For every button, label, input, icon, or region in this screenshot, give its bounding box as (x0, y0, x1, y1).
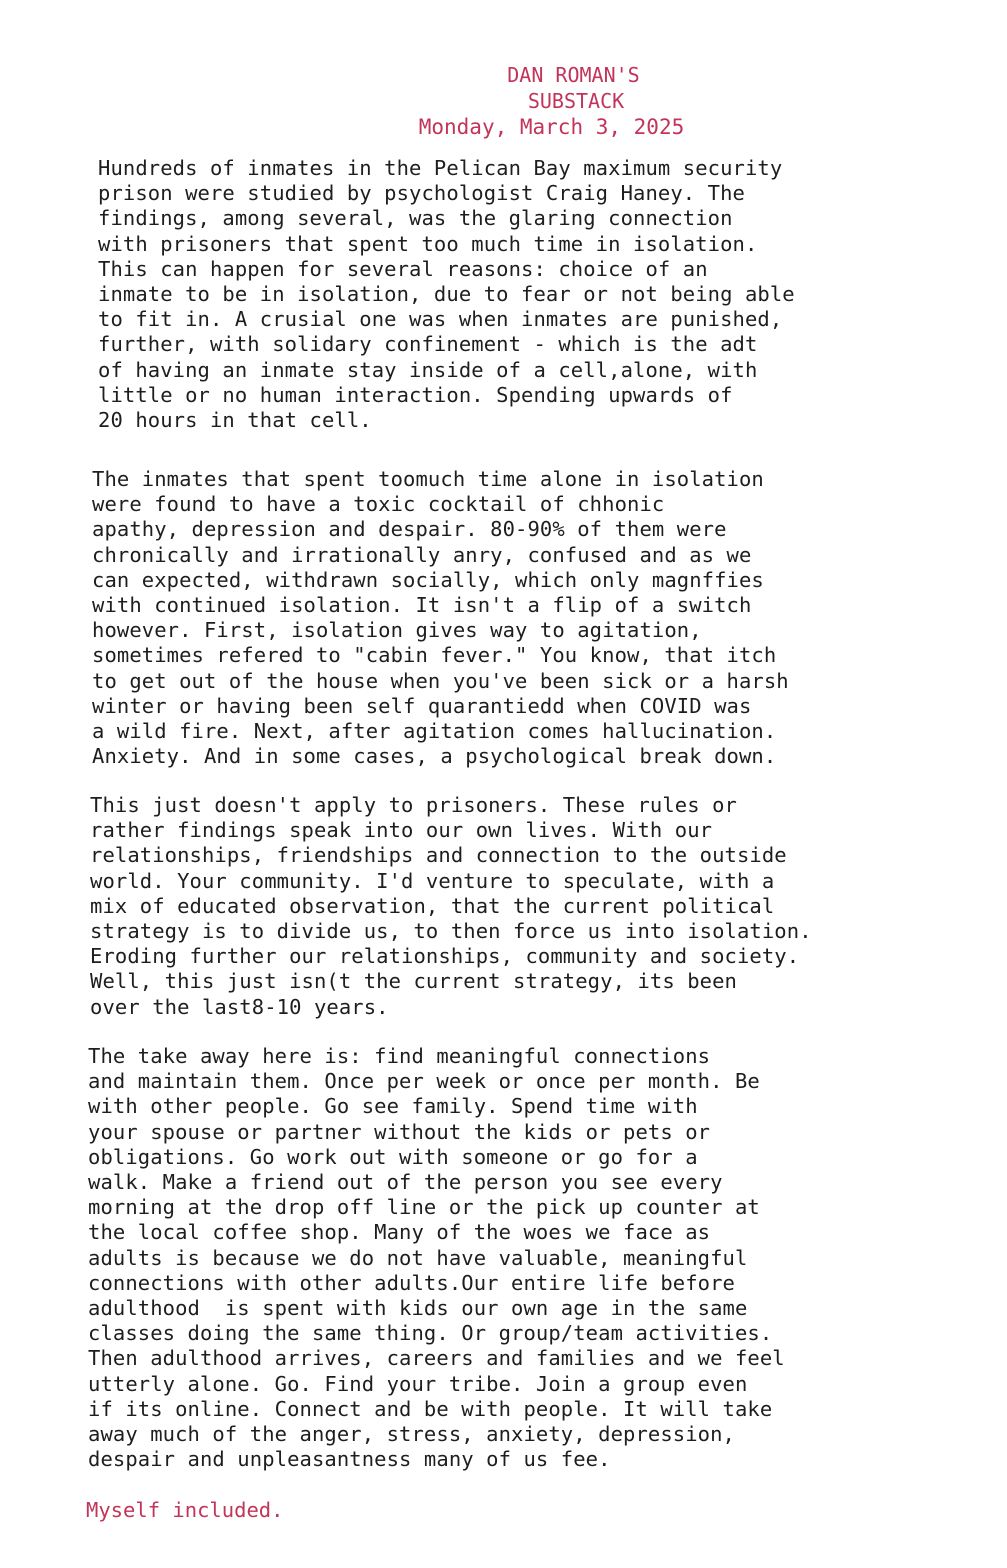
text-line: The inmates that spent toomuch time alone in isolation (92, 467, 764, 491)
text-line: winter or having been self quarantiedd when COVID was (92, 693, 752, 718)
text-line: utterly alone. Go. Find your tribe. Join a group even (88, 1371, 748, 1396)
text-line: with other people. Go see family. Spend time with (88, 1094, 698, 1119)
text-line: chronically and irrationally anry, confused and as we (92, 542, 752, 567)
text-line: mix of educated observation, that the current political (90, 893, 775, 918)
text-line: were found to have a toxic cocktail of chhonic (92, 492, 665, 517)
text-line: morning at the drop off line or the pick up counter at (88, 1195, 760, 1220)
header-publication: SUBSTACK (527, 89, 625, 113)
text-line: Hundreds of inmates in the Pelican Bay maximum security (98, 156, 783, 180)
text-line: further, with solidary confinement - which is the adt (98, 332, 758, 357)
text-line: Then adulthood arrives, careers and families and we feel (88, 1346, 785, 1371)
text-line: to get out of the house when you've been sick or a harsh (92, 668, 789, 693)
text-line: inmate to be in isolation, due to fear or not being able (98, 282, 795, 307)
paragraph-1 (98, 156, 795, 433)
text-line: walk. Make a friend out of the person you see every (88, 1170, 723, 1195)
text-line: over the last8-10 years. (90, 994, 389, 1019)
text-line: Anxiety. And in some cases, a psychological break down. (92, 744, 777, 769)
text-line: world. Your community. I'd venture to speculate, with a (90, 868, 775, 893)
text-line: strategy is to divide us, to then force us into isolation. (90, 919, 812, 944)
text-line: the local coffee shop. Many of the woes we face as (88, 1220, 711, 1245)
paragraph-4 (88, 1044, 785, 1472)
header-date: Monday, March 3, 2025 (418, 115, 685, 139)
text-line: and maintain them. Once per week or once per month. Be (88, 1069, 760, 1094)
text-line: findings, among several, was the glaring connection (98, 206, 733, 231)
text-line: Well, this just isn(t the current strategy, its been (90, 969, 737, 994)
header-author: DAN ROMAN'S (507, 63, 640, 87)
text-line: The take away here is: find meaningful connections (88, 1044, 711, 1068)
closing-line: Myself included. (86, 1498, 284, 1522)
document-header (0, 62, 1007, 140)
text-line: to fit in. A crusial one was when inmates are punished, (98, 307, 783, 332)
text-line: with prisoners that spent too much time in isolation. (98, 231, 758, 256)
text-line: with continued isolation. It isn't a flip of a switch (92, 593, 752, 618)
text-line: of having an inmate stay inside of a cell,alone, with (98, 357, 758, 382)
text-line: This just doesn't apply to prisoners. These rules or (90, 793, 737, 817)
text-line: connections with other adults.Our entire life before (88, 1270, 735, 1295)
text-line: however. First, isolation gives way to agitation, (92, 618, 702, 643)
text-line: can expected, withdrawn socially, which only magnffies (92, 567, 764, 592)
text-line: your spouse or partner without the kids or pets or (88, 1119, 711, 1144)
text-line: little or no human interaction. Spending upwards of (98, 382, 733, 407)
text-line: 20 hours in that cell. (98, 408, 372, 433)
text-line: despair and unpleasantness many of us fee. (88, 1447, 611, 1472)
text-line: obligations. Go work out with someone or go for a (88, 1144, 698, 1169)
text-line: sometimes refered to "cabin fever." You know, that itch (92, 643, 777, 668)
text-line: relationships, friendships and connection to the outside (90, 843, 787, 868)
text-line: This can happen for several reasons: choice of an (98, 256, 708, 281)
text-line: if its online. Connect and be with people. It will take (88, 1396, 773, 1421)
text-line: Eroding further our relationships, community and society. (90, 944, 800, 969)
text-line: apathy, depression and despair. 80-90% of them were (92, 517, 727, 542)
text-line: rather findings speak into our own lives. With our (90, 818, 713, 843)
text-line: prison were studied by psychologist Craig Haney. The (98, 181, 745, 206)
text-line: classes doing the same thing. Or group/team activities. (88, 1321, 773, 1346)
text-line: away much of the anger, stress, anxiety, depression, (88, 1422, 735, 1447)
text-line: adulthood is spent with kids our own age in the same (88, 1296, 748, 1321)
text-line: adults is because we do not have valuable, meaningful (88, 1245, 748, 1270)
text-line: a wild fire. Next, after agitation comes hallucination. (92, 719, 777, 744)
paragraph-2 (92, 467, 789, 769)
paragraph-3 (90, 793, 812, 1020)
